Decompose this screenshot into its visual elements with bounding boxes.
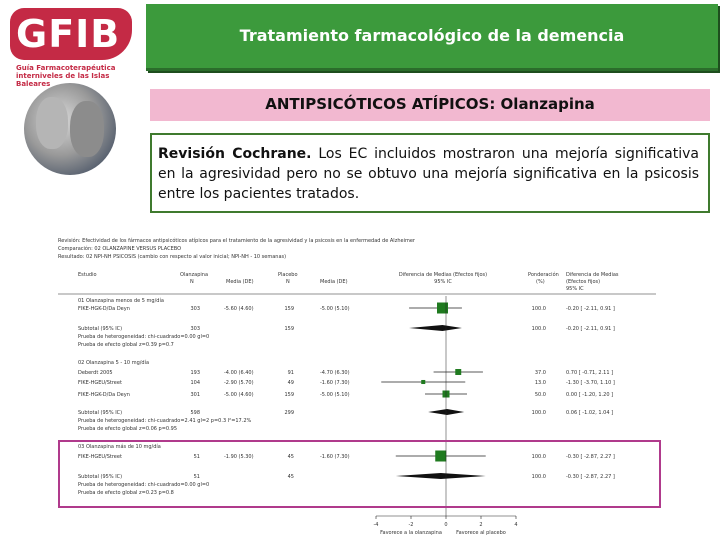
row-placebo-n: 159 [284, 326, 294, 332]
row-group-label: 01 Olanzapina menos de 5 mg/día [78, 298, 164, 304]
col-header-wmd2: Diferencia de Medias [566, 272, 619, 278]
row-ci-text: 0.06 [ -1.02, 1.04 ] [566, 410, 614, 416]
logo-subtitle-line2: interniveles de las Islas Baleares [16, 72, 110, 88]
row-study-label: FIKE-HGEU/Street [78, 454, 122, 460]
row-olanz-n: 104 [190, 380, 200, 386]
forest-meta-line: Comparación: 02 OLANZAPINE VERSUS PLACEBO [58, 246, 182, 252]
row-weight: 13.0 [534, 380, 546, 386]
row-olanz-n: 598 [190, 410, 200, 416]
summary-box [150, 133, 710, 213]
col-header-weight: Ponderación [528, 272, 559, 278]
effect-marker [437, 303, 448, 314]
row-note-label: Prueba de efecto global z=0.23 p=0.8 [78, 490, 174, 496]
x-axis-left-label: Favorece a la olanzapina [380, 530, 442, 536]
row-placebo-mean-sd: -1.60 (7.30) [320, 380, 350, 386]
col-header-placebo-n: N [286, 279, 290, 285]
col-header-placebo: Placebo [278, 272, 298, 278]
row-placebo-n: 91 [287, 370, 294, 376]
face-left [36, 97, 68, 149]
section-subtitle [150, 89, 710, 121]
row-note-label: Prueba de heterogeneidad: chi-cuadrado=0.00 gl=0 [78, 334, 210, 340]
row-group-label: 03 Olanzapina más de 10 mg/día [78, 444, 161, 450]
row-olanz-mean-sd: -4.00 (6.40) [224, 370, 254, 376]
face-right [70, 101, 104, 157]
row-study-label: FIKE-HGK-D/Da Deyn [78, 392, 130, 398]
summary-lead: Revisión Cochrane. [158, 146, 312, 162]
logo-mark [10, 8, 132, 60]
row-placebo-mean-sd: -5.00 (5.10) [320, 306, 350, 312]
logo-text: GFIB [16, 12, 121, 56]
row-weight: 100.0 [531, 306, 546, 312]
highlight-frame [58, 440, 661, 508]
row-olanz-n: 51 [193, 454, 200, 460]
col-header-mean-sd: Media (DE) [226, 279, 254, 285]
col-header-olanzapina: Olanzapina [180, 272, 209, 278]
row-group-label: 02 Olanzapina 5 - 10 mg/día [78, 360, 150, 366]
logo-subtitle-line1: Guía Farmacoterapéutica [16, 64, 116, 72]
row-weight: 50.0 [534, 392, 546, 398]
row-placebo-n: 45 [287, 474, 294, 480]
row-placebo-n: 159 [284, 392, 294, 398]
summary-text: Los EC incluidos mostraron una mejoría significativa en la agresividad pero no se obtuvo una mejoría significativa en la psicosis entre los pacientes tratados. [158, 146, 699, 202]
row-placebo-mean-sd: -1.60 (7.30) [320, 454, 350, 460]
row-study-label: FIKE-HGK-D/Da Deyn [78, 306, 130, 312]
effect-marker [455, 369, 461, 375]
col-header-olanzapina-n: N [190, 279, 194, 285]
row-placebo-n: 49 [287, 380, 294, 386]
row-note-label: Prueba de heterogeneidad: chi-cuadrado=0.00 gl=0 [78, 482, 210, 488]
x-axis-tick-label: -4 [373, 522, 379, 528]
row-olanz-n: 303 [190, 306, 200, 312]
row-placebo-mean-sd: -4.70 (6.30) [320, 370, 350, 376]
col-header-mean-sd-2: Media (DE) [320, 279, 348, 285]
col-header-study: Estudio [78, 272, 97, 278]
gfib-logo [10, 8, 135, 88]
row-weight: 100.0 [531, 410, 546, 416]
row-study-label: Deberdt 2005 [78, 370, 113, 376]
row-placebo-n: 159 [284, 306, 294, 312]
col-header-weight-pct: (%) [536, 279, 545, 285]
page-title: Tratamiento farmacológico de la demencia [239, 26, 625, 45]
row-weight: 100.0 [531, 474, 546, 480]
col-header-wmd-ci: 95% IC [434, 279, 452, 285]
row-ci-text: -0.30 [ -2.87, 2.27 ] [566, 454, 615, 460]
row-study-label: FIKE-HGEU/Street [78, 380, 122, 386]
row-placebo-n: 45 [287, 454, 294, 460]
row-placebo-mean-sd: -5.00 (5.10) [320, 392, 350, 398]
row-placebo-n: 299 [284, 410, 294, 416]
row-olanz-mean-sd: -1.90 (5.30) [224, 454, 254, 460]
row-note-label: Prueba de efecto global z=0.39 p=0.7 [78, 342, 174, 348]
col-header-wmd: Diferencia de Medias (Efectos fijos) [398, 272, 488, 278]
row-note-label: Prueba de efecto global z=0.06 p=0.95 [78, 426, 178, 432]
subtitle-text: ANTIPSICÓTICOS ATÍPICOS: Olanzapina [265, 95, 595, 113]
row-ci-text: -0.20 [ -2.11, 0.91 ] [566, 326, 615, 332]
row-subtotal-label: Subtotal (95% IC) [78, 410, 123, 416]
row-ci-text: 0.70 [ -0.71, 2.11 ] [566, 370, 614, 376]
row-ci-text: 0.00 [ -1.20, 1.20 ] [566, 392, 614, 398]
x-axis-right-label: Favorece al placebo [456, 530, 506, 536]
row-weight: 37.0 [534, 370, 546, 376]
x-axis-tick-label: 0 [444, 522, 448, 528]
row-subtotal-label: Subtotal (95% IC) [78, 326, 123, 332]
x-axis-tick-label: 2 [479, 522, 483, 528]
forest-meta-line: Revisión: Efectividad de los fármacos antipsicóticos atípicos para el tratamiento de la agresividad y la psicosis en la enfermedad de Alzheimer [58, 238, 415, 244]
forest-meta-line: Resultado: 02 NPI-NH PSICOSIS (cambio con respecto al valor inicial; NPI-NH - 10 semanas) [58, 254, 287, 260]
row-weight: 100.0 [531, 326, 546, 332]
row-ci-text: -0.20 [ -2.11, 0.91 ] [566, 306, 615, 312]
elderly-faces-photo [24, 83, 116, 175]
col-header-wmd2-ci: 95% IC [566, 286, 584, 292]
row-ci-text: -0.30 [ -2.87, 2.27 ] [566, 474, 615, 480]
col-header-wmd2-sub: (Efectos fijos) [566, 279, 601, 285]
row-subtotal-label: Subtotal (95% IC) [78, 474, 123, 480]
row-olanz-mean-sd: -2.90 (5.70) [224, 380, 254, 386]
row-ci-text: -1.30 [ -3.70, 1.10 ] [566, 380, 615, 386]
row-olanz-n: 193 [190, 370, 200, 376]
row-olanz-n: 301 [190, 392, 200, 398]
effect-marker [421, 380, 425, 384]
summary-diamond [409, 325, 462, 331]
row-olanz-n: 303 [190, 326, 200, 332]
row-weight: 100.0 [531, 454, 546, 460]
x-axis-tick-label: 4 [514, 522, 518, 528]
row-olanz-n: 51 [193, 474, 200, 480]
x-axis-tick-label: -2 [408, 522, 414, 528]
row-note-label: Prueba de heterogeneidad: chi-cuadrado=2.41 gl=2 p=0.3 I²=17.2% [78, 418, 252, 424]
row-olanz-mean-sd: -5.60 (4.60) [224, 306, 254, 312]
header-bar [146, 4, 718, 71]
row-olanz-mean-sd: -5.00 (4.60) [224, 392, 254, 398]
